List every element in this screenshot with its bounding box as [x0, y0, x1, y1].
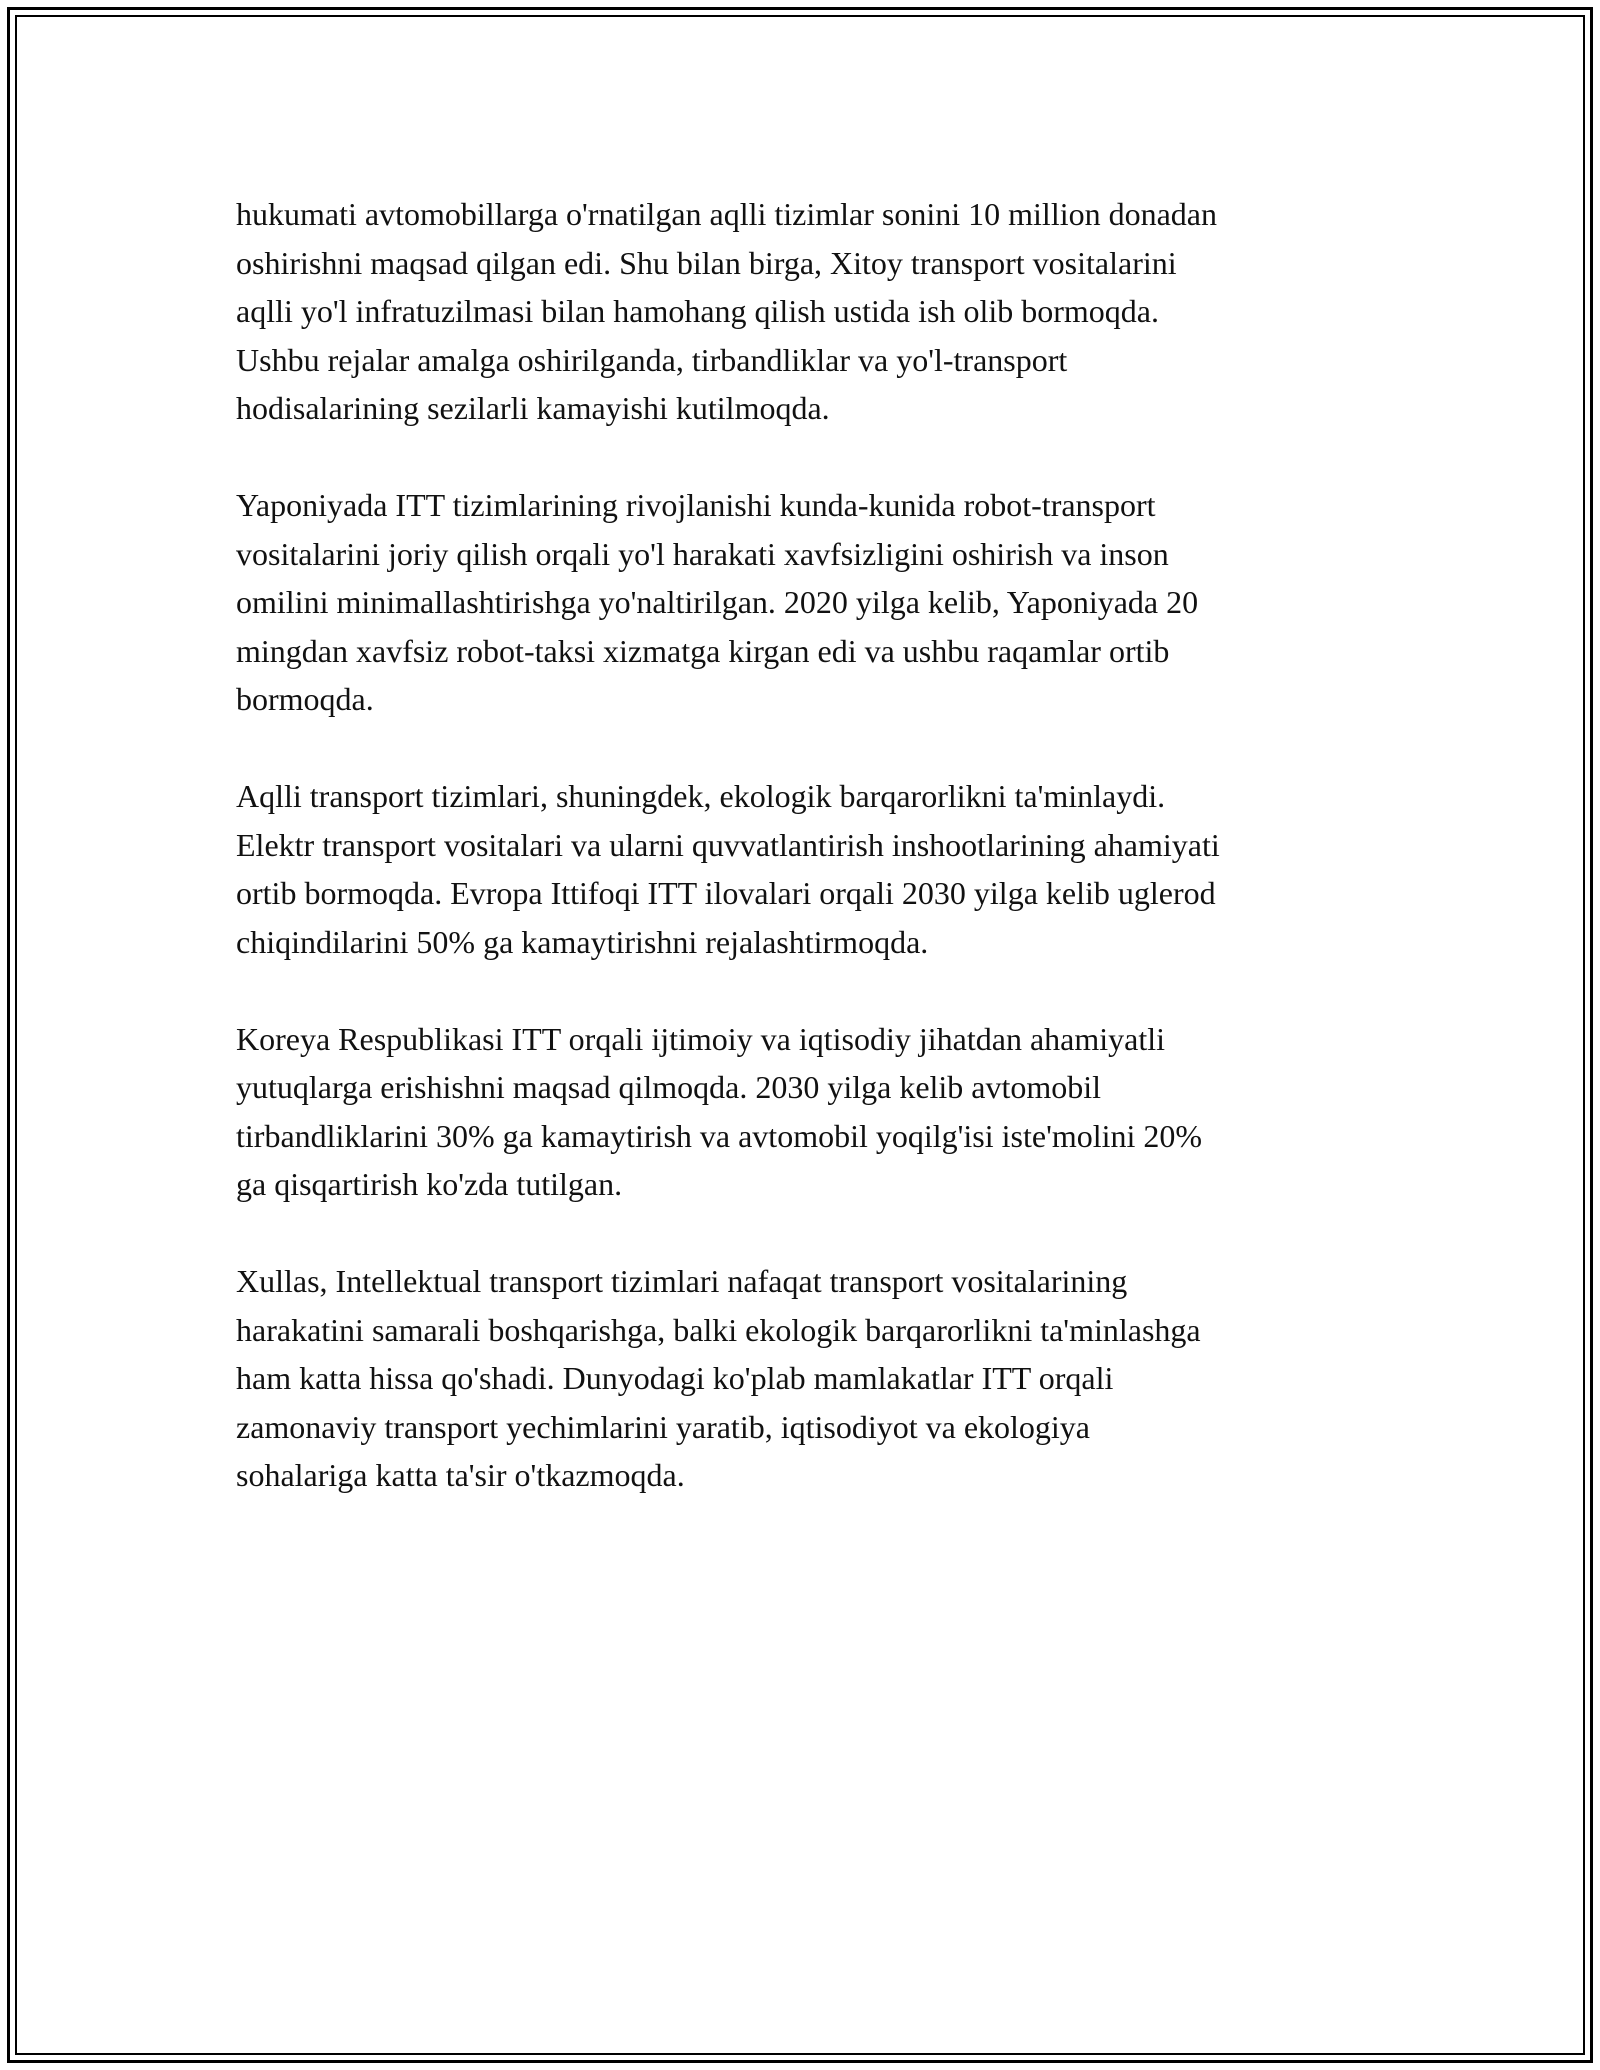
text-line: omilini minimallashtirishga yo'naltirilgan. 2020 yilga kelib, Yaponiyada 20 — [236, 584, 1199, 620]
text-line: vositalarini joriy qilish orqali yo'l harakati xavfsizligini oshirish va inson — [236, 535, 1169, 572]
text-line: ham katta hissa qo'shadi. Dunyodagi ko'plab mamlakatlar ITT orqali — [236, 1360, 1114, 1396]
paragraph-korea — [236, 1015, 1366, 1209]
text-line: ga qisqartirish ko'zda tutilgan. — [236, 1166, 623, 1202]
paragraph-japan — [236, 481, 1366, 724]
text-line: Yaponiyada ITT tizimlarining rivojlanishi kunda-kunida robot-transport — [236, 487, 1156, 523]
text-line: ortib bormoqda. Evropa Ittifoqi ITT ilovalari orqali 2030 yilga kelib uglerod — [236, 875, 1216, 911]
text-line: Elektr transport vositalari va ularni quvvatlantirish inshootlarining ahamiyati — [236, 826, 1220, 863]
text-line: mingdan xavfsiz robot-taksi xizmatga kirgan edi va ushbu raqamlar ortib — [236, 632, 1170, 669]
text-line: aqlli yo'l infratuzilmasi bilan hamohang qilish ustida ish olib bormoqda. — [236, 293, 1159, 329]
paragraph-china — [236, 190, 1366, 433]
text-line: sohalariga katta ta'sir o'tkazmoqda. — [236, 1457, 685, 1493]
text-line: harakatini samarali boshqarishga, balki ekologik barqarorlikni ta'minlashga — [236, 1311, 1201, 1348]
document-body — [236, 190, 1366, 1548]
text-line: zamonaviy transport yechimlarini yaratib, iqtisodiyot va ekologiya — [236, 1408, 1090, 1445]
text-line: yutuqlarga erishishni maqsad qilmoqda. 2030 yilga kelib avtomobil — [236, 1069, 1102, 1105]
text-line: Xullas, Intellektual transport tizimlari nafaqat transport vositalarining — [236, 1263, 1128, 1299]
paragraph-ecology — [236, 772, 1366, 966]
text-line: hukumati avtomobillarga o'rnatilgan aqlli tizimlar sonini 10 million donadan — [236, 196, 1217, 232]
text-line: bormoqda. — [236, 681, 374, 717]
text-line: hodisalarining sezilarli kamayishi kutilmoqda. — [236, 390, 830, 426]
text-line: tirbandliklarini 30% ga kamaytirish va avtomobil yoqilg'isi iste'molini 20% — [236, 1117, 1203, 1154]
text-line: Aqlli transport tizimlari, shuningdek, ekologik barqarorlikni ta'minlaydi. — [236, 778, 1166, 814]
text-line: oshirishni maqsad qilgan edi. Shu bilan birga, Xitoy transport vositalarini — [236, 244, 1177, 281]
text-line: chiqindilarini 50% ga kamaytirishni rejalashtirmoqda. — [236, 923, 929, 960]
text-line: Koreya Respublikasi ITT orqali ijtimoiy va iqtisodiy jihatdan ahamiyatli — [236, 1020, 1166, 1057]
paragraph-conclusion — [236, 1257, 1366, 1500]
text-line: Ushbu rejalar amalga oshirilganda, tirbandliklar va yo'l-transport — [236, 341, 1068, 378]
